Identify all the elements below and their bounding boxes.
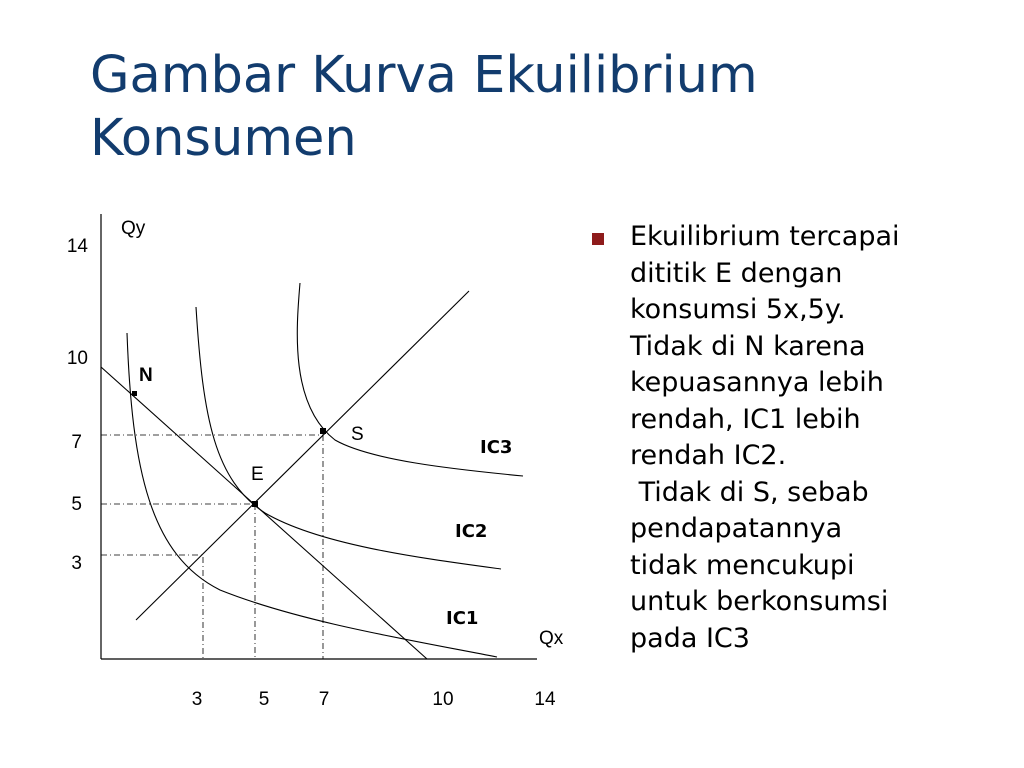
y-tick-label: 3 xyxy=(71,553,82,574)
bullet-line: rendah, IC1 lebih xyxy=(630,403,861,435)
bullet-line: Tidak di S, sebab xyxy=(630,476,869,508)
point-e-marker xyxy=(252,501,258,507)
bullet-line: pendapatannya xyxy=(630,513,843,544)
x-tick-label: 3 xyxy=(191,689,203,710)
point-s-label: S xyxy=(351,424,364,445)
x-tick-label: 5 xyxy=(258,689,270,710)
expansion-path-line xyxy=(136,291,469,620)
y-axis-label: Qy xyxy=(121,218,146,239)
bullet-line: Ekuilibrium tercapai xyxy=(630,221,900,252)
point-s-marker xyxy=(320,428,326,434)
bullet-line: konsumsi 5x,5y. xyxy=(630,294,846,325)
bullet-line: dititik E dengan xyxy=(630,257,843,289)
x-tick-label: 7 xyxy=(318,689,330,710)
point-e-label: E xyxy=(251,464,264,485)
bullet-line: kepuasannya lebih xyxy=(630,367,884,398)
slide-title-line-1: Gambar Kurva Ekuilibrium xyxy=(90,46,758,105)
y-tick-label: 5 xyxy=(71,494,82,515)
y-tick-label: 14 xyxy=(66,236,88,257)
budget-line xyxy=(101,367,427,659)
ic1-label: IC1 xyxy=(446,608,479,629)
ic3-label: IC3 xyxy=(480,437,513,458)
bullet-line: Tidak di N karena xyxy=(630,330,866,362)
x-axis-label: Qx xyxy=(539,628,564,649)
x-tick-label: 10 xyxy=(432,689,454,710)
bullet-line: untuk berkonsumsi xyxy=(630,586,889,617)
square-bullet-icon xyxy=(592,233,604,245)
slide-title-line-2: Konsumen xyxy=(90,109,357,168)
point-n-label: N xyxy=(139,365,153,386)
y-tick-label: 10 xyxy=(66,348,88,369)
ic1-curve xyxy=(127,333,497,657)
bullet-line: rendah IC2. xyxy=(630,440,787,471)
bullet-line: pada IC3 xyxy=(630,622,750,654)
bullet-line: tidak mencukupi xyxy=(630,549,855,581)
x-tick-label: 14 xyxy=(534,689,556,710)
ic2-label: IC2 xyxy=(455,521,488,542)
point-n-marker xyxy=(132,391,137,396)
bullet-text xyxy=(630,219,1020,657)
y-tick-label: 7 xyxy=(71,432,82,453)
